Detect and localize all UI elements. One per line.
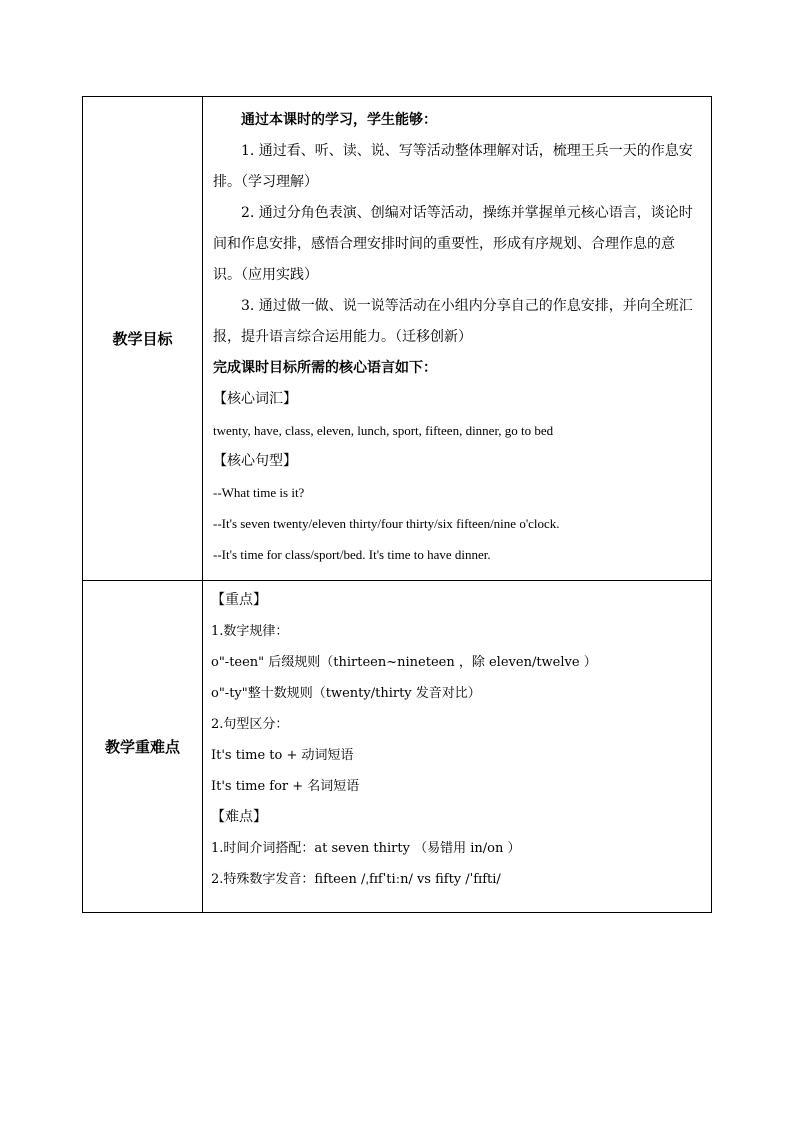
goal-3: 3. 通过做一做、说一说等活动在小组内分享自己的作息安排，并向全班汇报，提升语言综合运用能力。（迁移创新） [213,298,693,345]
key-point-2: o"-teen" 后缀规则（thirteen~nineteen ，除 eleven/twelve ） [211,655,597,670]
sentence-1: --What time is it? [213,485,305,500]
key-points-heading: 【重点】 [211,592,267,608]
lesson-plan-table [82,96,712,913]
difficult-point-1: 1.时间介词搭配：at seven thirty （易错用 in/on ） [211,841,521,856]
vocab-heading: 【核心词汇】 [213,391,297,407]
sentence-2: --It's seven twenty/eleven thirty/four thirty/six fifteen/nine o'clock. [213,516,560,531]
core-language-intro: 完成课时目标所需的核心语言如下： [213,360,437,376]
key-point-5: It's time to + 动词短语 [211,748,354,763]
objectives-row [83,97,712,581]
objectives-intro: 通过本课时的学习，学生能够： [241,112,437,128]
objectives-label: 教学目标 [83,97,203,581]
goal-1: 1. 通过看、听、读、说、写等活动整体理解对话，梳理王兵一天的作息安排。（学习理解） [213,143,693,190]
key-difficult-label: 教学重难点 [83,581,203,913]
key-difficult-content [203,581,712,913]
difficult-point-2: 2.特殊数字发音：fifteen /ˌfɪfˈtiːn/ vs fifty /ˈfɪfti/ [211,872,501,887]
sentence-3: --It's time for class/sport/bed. It's time to have dinner. [213,547,491,562]
goal-2: 2. 通过分角色表演、创编对话等活动，操练并掌握单元核心语言，谈论时间和作息安排，感悟合理安排时间的重要性，形成有序规划、合理作息的意识。（应用实践） [213,205,693,283]
key-point-1: 1.数字规律： [211,624,289,639]
key-point-6: It's time for + 名词短语 [211,779,360,794]
key-difficult-row [83,581,712,913]
sentence-heading: 【核心句型】 [213,453,297,469]
key-point-4: 2.句型区分： [211,717,289,732]
key-point-3: o"-ty"整十数规则（twenty/thirty 发音对比） [211,686,481,701]
vocab-list: twenty, have, class, eleven, lunch, sport, fifteen, dinner, go to bed [213,423,554,438]
difficult-points-heading: 【难点】 [211,809,267,825]
objectives-content [203,97,712,581]
